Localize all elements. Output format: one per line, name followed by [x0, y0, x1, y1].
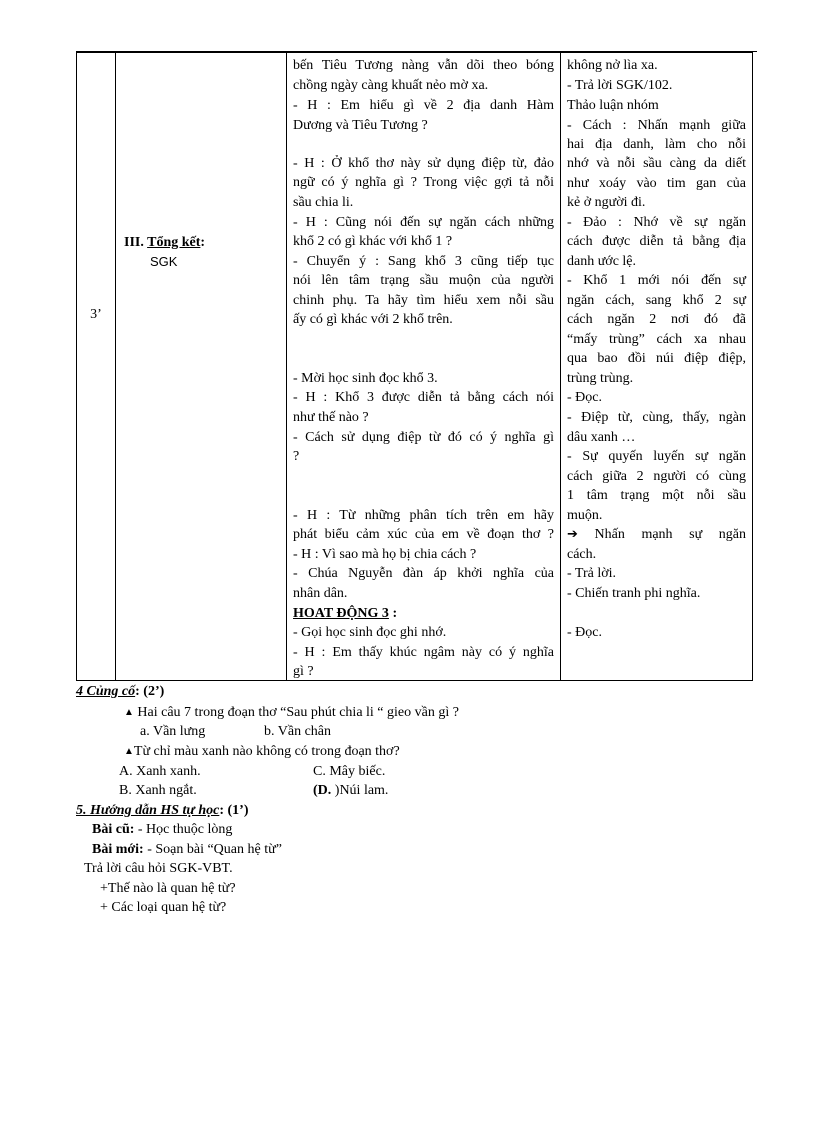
question-2-option-d	[313, 781, 388, 801]
student-line-text: muộn.	[567, 508, 603, 523]
huong-dan-heading-text: 5. Hướng dẫn HS tự học	[76, 803, 220, 818]
teacher-line-text: - Mời học sinh đọc khổ 3.	[293, 371, 438, 386]
student-line-text: “mấy trùng” cách xa nhau	[567, 332, 746, 347]
teacher-line-text: - Chúa Nguyễn đàn áp khởi nghĩa của	[293, 566, 554, 581]
student-line	[567, 584, 746, 604]
teacher-line-text: sầu chia li.	[293, 195, 354, 210]
student-line	[567, 428, 746, 448]
student-line	[567, 174, 746, 194]
option-d-text: )Núi lam.	[331, 783, 389, 798]
student-line-text: cách.	[567, 547, 597, 562]
teacher-line-text: ?	[293, 449, 300, 464]
table-row	[77, 53, 753, 681]
cung-co-heading	[76, 682, 164, 702]
student-line	[567, 56, 746, 76]
teacher-line-text: - Cách sử dụng điệp từ đó có ý nghĩa gì	[293, 430, 554, 445]
time-cell	[77, 53, 116, 681]
hoat-dong-title: HOAT ĐỘNG 3	[293, 606, 389, 621]
student-line	[567, 369, 746, 389]
question-1-text: Hai câu 7 trong đoạn thơ “Sau phút chia li “ gieo vần gì ?	[137, 705, 459, 720]
student-line-text: qua bao đồi núi điệp điệp,	[567, 351, 746, 366]
triangle-bullet-icon: ▲	[124, 746, 134, 757]
question-2-option-c: C. Mây biếc.	[313, 764, 386, 779]
question-1-option-a: a. Vần lưng	[140, 724, 206, 739]
teacher-line	[293, 310, 554, 330]
teacher-line-text: - H : Ở khổ thơ này sử dụng điệp từ, đảo	[293, 156, 554, 171]
teacher-line-text: - H : Từ những phân tích trên em hãy	[293, 508, 554, 523]
student-line-text: - Sự quyến luyến sự ngăn	[567, 449, 746, 464]
lesson-table	[76, 52, 753, 681]
student-line	[567, 291, 746, 311]
student-line	[567, 506, 746, 526]
question-2	[124, 742, 400, 762]
student-line-text: - Trả lời SGK/102.	[567, 78, 673, 93]
student-line	[567, 545, 746, 565]
bai-cu-line	[92, 820, 232, 840]
teacher-line	[293, 213, 554, 233]
teacher-line-text: phát biểu cảm xúc của em về đoạn thơ ?	[293, 527, 554, 542]
student-line-text: - Đọc.	[567, 625, 602, 640]
cung-co-heading-rest: : (2’)	[135, 684, 165, 699]
student-line	[567, 135, 746, 155]
student-line	[567, 76, 746, 96]
student-line	[567, 271, 746, 291]
teacher-line	[293, 252, 554, 272]
teacher-line-text: khổ 2 có gì khác với khổ 1 ?	[293, 234, 453, 249]
teacher-line	[293, 564, 554, 584]
student-line-text: dâu xanh …	[567, 430, 636, 445]
student-line	[567, 96, 746, 116]
teacher-line	[293, 369, 554, 389]
teacher-line	[293, 154, 554, 174]
teacher-line-text: ngữ có ý nghĩa gì ? Trong việc gợi tả nỗi	[293, 175, 554, 190]
teacher-line-text: gì ?	[293, 664, 314, 679]
section-title	[124, 233, 205, 253]
student-line-text: không nở lìa xa.	[567, 58, 658, 73]
student-line	[567, 232, 746, 252]
section-colon: :	[200, 235, 206, 250]
hoat-dong-heading	[293, 604, 397, 624]
teacher-line	[293, 271, 554, 291]
bai-moi-label: Bài mới:	[92, 842, 144, 857]
student-line	[567, 116, 746, 136]
teacher-line	[293, 584, 554, 604]
student-line	[567, 623, 746, 643]
student-line	[567, 310, 746, 330]
option-d-mark: (D.	[313, 783, 332, 798]
student-line-text: cách được diễn tả bằng địa	[567, 234, 746, 249]
section-sub: SGK	[150, 254, 178, 269]
teacher-line-text: chinh phụ. Ta hãy tìm hiểu xem nỗi sầu	[293, 293, 554, 308]
huong-dan-line-4: +Thế nào là quan hệ từ?	[100, 881, 236, 896]
teacher-line-text: bến Tiêu Tương nàng vẫn dõi theo bóng	[293, 58, 554, 73]
student-line	[567, 388, 746, 408]
student-line-text: kẻ ở người đi.	[567, 195, 646, 210]
teacher-line	[293, 643, 554, 663]
teacher-line	[293, 173, 554, 193]
teacher-line	[293, 428, 554, 448]
teacher-line	[293, 56, 554, 76]
bai-cu-label: Bài cũ:	[92, 822, 135, 837]
student-line	[567, 486, 746, 506]
bai-moi-line	[92, 840, 282, 860]
student-line-text: Nhấn mạnh sự ngăn	[594, 527, 746, 542]
student-line-text: nhớ và nỗi sầu càng da diết	[567, 156, 746, 171]
teacher-line	[293, 388, 554, 408]
teacher-line-text: - Gọi học sinh đọc ghi nhớ.	[293, 625, 447, 640]
student-line-text: - Chiến tranh phi nghĩa.	[567, 586, 701, 601]
teacher-line-text: - H : Cũng nói đến sự ngăn cách những	[293, 215, 554, 230]
student-line	[567, 213, 746, 233]
section-cell	[116, 53, 287, 681]
right-arrow-icon: ➔	[567, 527, 578, 542]
student-line-text: - Đọc.	[567, 390, 602, 405]
teacher-line	[293, 506, 554, 526]
student-line-text: - Điệp từ, cùng, thấy, ngàn	[567, 410, 746, 425]
student-line-text: - Khổ 1 mới nói đến sự	[567, 273, 746, 288]
bai-moi-text: - Soạn bài “Quan hệ từ”	[143, 842, 282, 857]
triangle-bullet-icon: ▲	[124, 707, 134, 718]
teacher-line-text: Dương và Tiêu Tương ?	[293, 118, 428, 133]
teacher-line-text: nhân dân.	[293, 586, 348, 601]
teacher-line	[293, 232, 554, 252]
teacher-line	[293, 116, 554, 136]
student-line-text: - Cách : Nhấn mạnh giữa	[567, 118, 746, 133]
student-line-text: - Đảo : Nhớ về sự ngăn	[567, 215, 746, 230]
teacher-line-text: ấy có gì khác với 2 khổ trên.	[293, 312, 453, 327]
teacher-line-text: - H : Khổ 3 được diễn tả bằng cách nói	[293, 390, 554, 405]
question-2-option-a: A. Xanh xanh.	[119, 764, 201, 779]
section-title-text: Tổng kết	[147, 235, 201, 250]
teacher-line-text: nói lên tâm trạng sầu muộn của người	[293, 273, 554, 288]
teacher-line	[293, 623, 554, 643]
teacher-line-text: - Chuyển ý : Sang khổ 3 cũng tiếp tục	[293, 254, 554, 269]
cung-co-heading-text: 4 Củng cố	[76, 684, 136, 699]
bai-cu-text: - Học thuộc lòng	[134, 822, 233, 837]
teacher-activity-cell	[287, 53, 561, 681]
student-line	[567, 564, 746, 584]
huong-dan-line-5: + Các loại quan hệ từ?	[100, 900, 227, 915]
student-activity-cell	[561, 53, 753, 681]
question-1-option-b: b. Vần chân	[264, 724, 331, 739]
student-line-text: 1 tâm trạng một nỗi sầu	[567, 488, 746, 503]
question-2-option-b: B. Xanh ngắt.	[119, 783, 197, 798]
student-line	[567, 193, 746, 213]
student-line	[567, 252, 746, 272]
student-line	[567, 330, 746, 350]
question-1	[124, 703, 459, 723]
student-line-text: ngăn cách, sang khổ 2 sự	[567, 293, 746, 308]
student-line	[567, 154, 746, 174]
student-line	[567, 447, 746, 467]
student-line-text: danh ước lệ.	[567, 254, 637, 269]
teacher-line	[293, 525, 554, 545]
teacher-line-text: như thế nào ?	[293, 410, 369, 425]
teacher-line-text: - H : Em hiểu gì về 2 địa danh Hàm	[293, 98, 554, 113]
hoat-dong-colon: :	[388, 606, 398, 621]
student-line-text: trùng trùng.	[567, 371, 634, 386]
student-line-text: Thảo luận nhóm	[567, 98, 659, 113]
teacher-line-text: chồng ngày càng khuất nẻo mờ xa.	[293, 78, 489, 93]
time-value: 3’	[90, 307, 102, 322]
huong-dan-line-3: Trả lời câu hỏi SGK-VBT.	[84, 861, 233, 876]
huong-dan-heading-rest: : (1’)	[219, 803, 249, 818]
teacher-line	[293, 662, 554, 682]
teacher-line	[293, 291, 554, 311]
student-line-text: cách ngăn 2 nơi đó đã	[567, 312, 746, 327]
student-line	[567, 467, 746, 487]
teacher-line	[293, 545, 554, 565]
teacher-line	[293, 193, 554, 213]
teacher-line-text: - H : Em thấy khúc ngâm này có ý nghĩa	[293, 645, 554, 660]
huong-dan-heading	[76, 801, 248, 821]
section-roman: III.	[124, 235, 144, 250]
student-line	[567, 525, 746, 545]
student-line	[567, 349, 746, 369]
student-line-text: cách giữa 2 người có cùng	[567, 469, 746, 484]
teacher-line	[293, 447, 554, 467]
student-line-text: hai địa danh, làm cho nỗi	[567, 137, 746, 152]
student-line-text: như xoáy vào tim gan của	[567, 176, 746, 191]
teacher-line	[293, 76, 554, 96]
teacher-line	[293, 96, 554, 116]
student-line-text: - Trả lời.	[567, 566, 617, 581]
teacher-line	[293, 408, 554, 428]
question-2-text: Từ chỉ màu xanh nào không có trong đoạn thơ?	[133, 744, 400, 759]
teacher-line-text: - H : Vì sao mà họ bị chia cách ?	[293, 547, 477, 562]
student-line	[567, 408, 746, 428]
